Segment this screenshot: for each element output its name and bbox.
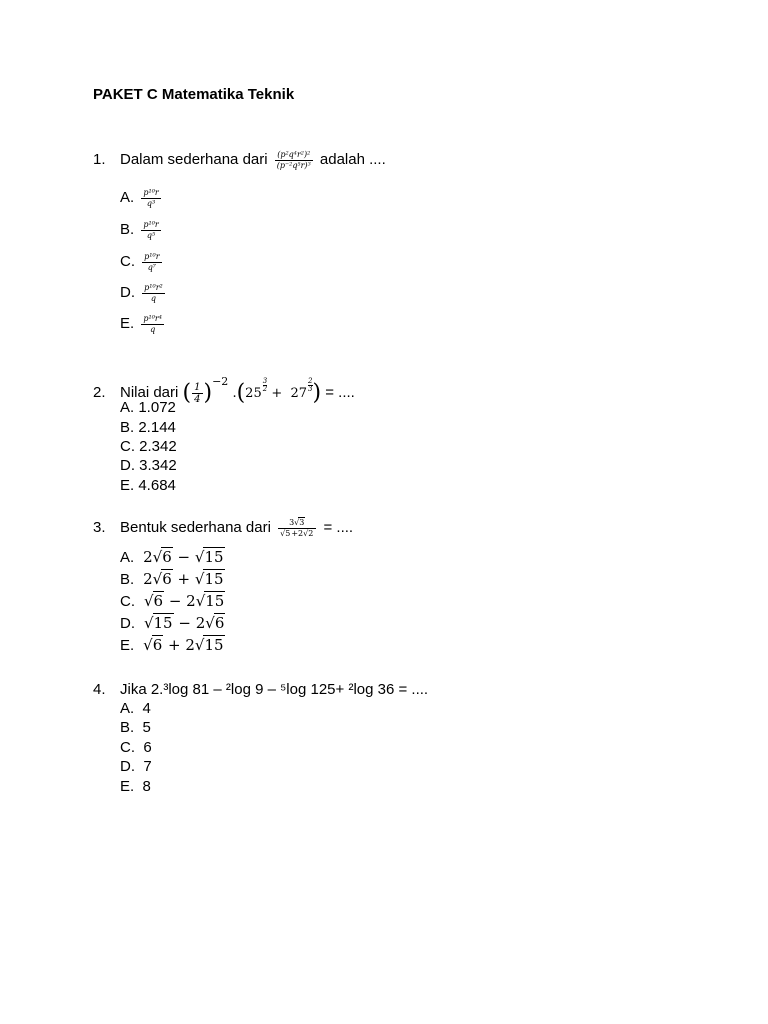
q1-option-d[interactable]: D. $\frac{\text{p¹⁰r²}}{q}$: [120, 283, 163, 303]
q3-option-e[interactable]: E. √6 + 2√15: [120, 636, 224, 654]
q2-expression: ( $\frac{1}{4}$ )$^{-2}$ .(25 $\frac{3}{2}$ + 27 $\frac{2}{3}$ ): [182, 375, 322, 406]
q3-option-c[interactable]: C. √6 − 2√15: [120, 592, 225, 610]
question-text-end: = ....: [323, 519, 354, 536]
q2-option-a[interactable]: A. 1.072: [120, 399, 176, 416]
q3-fraction: $\frac{3√3}{√5+2√2}$: [278, 518, 316, 537]
q4-option-e[interactable]: E. 8: [120, 778, 151, 795]
q1-option-a[interactable]: A. $\frac{\text{p¹⁰r}}{\text{q³}}$: [120, 188, 159, 208]
q4-option-d[interactable]: D. 7: [120, 758, 152, 775]
question-text: Jika 2.³log 81 – ²log 9 – ⁵log 125+ ²log 36 = ....: [120, 681, 429, 698]
question-number: 3.: [93, 519, 106, 536]
q3-option-a[interactable]: A. 2√6 − √15: [120, 548, 224, 566]
q2-option-b[interactable]: B. 2.144: [120, 419, 176, 436]
q2-option-d[interactable]: D. 3.342: [120, 457, 177, 474]
question-text: Bentuk sederhana dari: [120, 519, 271, 536]
page-title: PAKET C Matematika Teknik: [93, 86, 295, 103]
question-number: 2.: [93, 384, 106, 401]
q3-option-d[interactable]: D. √15 − 2√6: [120, 614, 225, 632]
question-text: Nilai dari: [120, 384, 179, 401]
q3-option-b[interactable]: B. 2√6 + √15: [120, 570, 224, 588]
question-1: [93, 150, 386, 170]
question-3: [93, 518, 353, 538]
q4-option-c[interactable]: C. 6: [120, 739, 152, 756]
question-text: Dalam sederhana dari: [120, 151, 268, 168]
question-text-end: adalah ....: [319, 151, 386, 168]
question-text-end: = ....: [325, 384, 355, 401]
q2-option-c[interactable]: C. 2.342: [120, 438, 177, 455]
question-number: 4.: [93, 681, 106, 698]
q4-option-b[interactable]: B. 5: [120, 719, 151, 736]
q2-option-e[interactable]: E. 4.684: [120, 477, 176, 494]
q1-option-e[interactable]: E. $\frac{\text{p¹⁰r⁴}}{q}$: [120, 314, 162, 334]
q1-fraction: $\frac{(p^2q^4r^2)^2}{(p^{-2}q^5r)^3}$: [276, 150, 311, 170]
q1-option-c[interactable]: C. $\frac{\text{p¹⁰r}}{\text{q⁷}}$: [120, 252, 160, 272]
question-number: 1.: [93, 151, 106, 168]
question-4: [93, 680, 428, 700]
q4-option-a[interactable]: A. 4: [120, 700, 151, 717]
q1-option-b[interactable]: B. $\frac{\text{p¹⁰r}}{\text{q⁵}}$: [120, 220, 159, 240]
